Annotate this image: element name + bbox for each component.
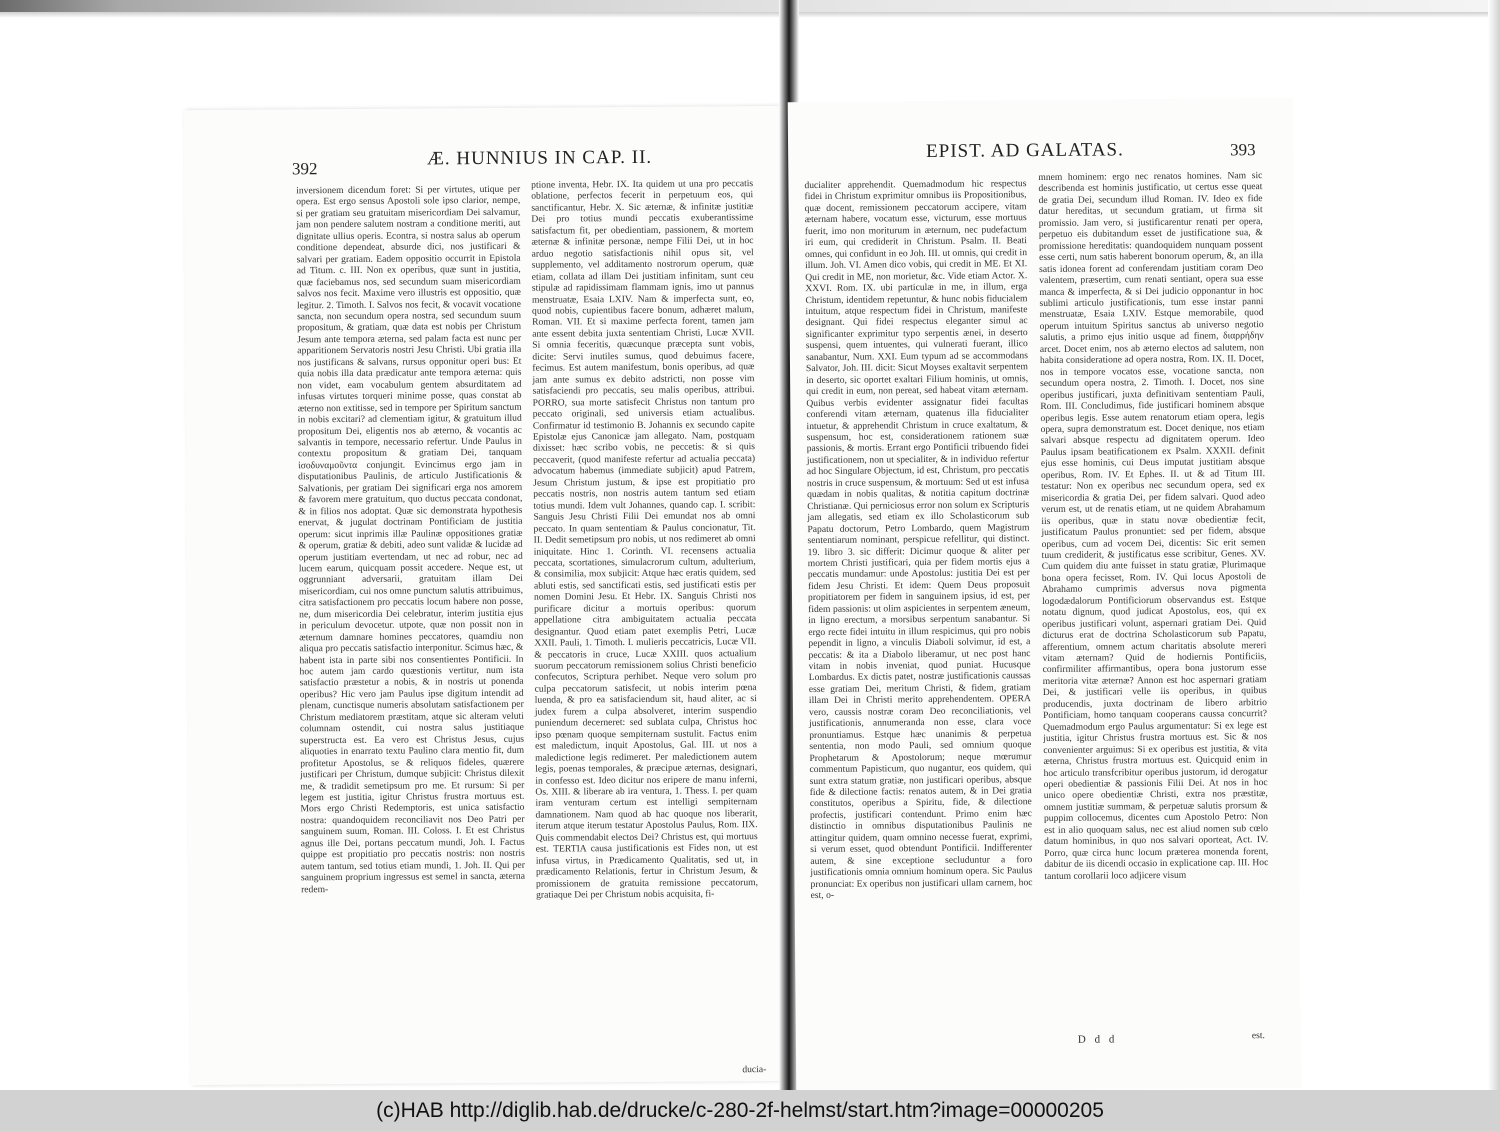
right-column-2-text: mnem hominem: ergo nec renatos homines. Nam sic describenda est hominis justificatio, ut certus esse queat de gratia Dei, secundum illud Roman. IV. Ideo ex fide datur hereditas, ut secundum gratiam, ut firma sit promissio. Jam vero, si justificarentur renati per opera, perpetuo eis dubitandum esset de justificatione sua, & promissione hereditatis: quandoquidem nunquam possent esse certi, num satis haberent bonorum operum, &, an illa satis idonea forent ad conferendam justitiam coram Deo valentem, præsertim, cum renati sentiant, opera sua esse manca & imperfecta, & si Dei judicio opponantur in hoc sublimi articulo justificationis, tum esse instar panni menstruatæ, Esaia LXIV. Estque memorabile, quod operum intuitum Spiritus sanctus ab universo negotio salutis, a primo ejus initio usque ad finem, διαρρήδην arcet. Docet enim, nos ab æterno electos ad salutem, non habita consideratione ad opera nostra, Rom. IX. II. Docet, nos in tempore vocatos esse, vocatione sancta, non secundum opera nostra, 2. Timoth. I. Docet, nos sine operibus justificari, juxta definitivam sententiam Pauli, Rom. III. Concludimus, fide justificari hominem absque operibus legis. Esse autem renatorum etiam opera, legis opera, supra demonstratum est. Docet denique, nos etiam salvari absque respectu ad dignitatem operum. Ideo Paulus ipsam beatificationem ex Psalm. XXXII. definit ejus esse hominis, cui Deus imputat justitiam absque operibus, Rom. IV. Et Ephes. II. ut & ad Titum III. testatur: Non ex operibus nec secundum opera, sed ex misericordia & gratia Dei, per fidem salvari. Quod adeo verum est, ut de renatis etiam, ut ne quidem Abrahamum iis operibus, quæ in statu novæ obedientiæ fecit, justificatum Paulus pronuntiet: sed per fidem, absque operibus, cum ad vocem Dei, dicentis: Sic erit semen tuum crediderit, & justificatus esse scribitur, Genes. XV. Cum quidem diu ante fuisset in statu gratiæ, Plurimaque bona opera fecisset, Rom. IV. Qui locus Apostoli de Abrahamo cumprimis adversus nova pigmenta logodædalorum Pontificiorum observandus est. Estque notatu dignum, quod judicat Apostolus, eos, qui ex operibus justificari volunt, aspernari gratiam Dei. Quid dicturus erat de doctrina Scholasticorum sub Papatu, afferentium, omnem actum charitatis absolute mereri vitam æternam? Quid de hodiernis Pontificiis, confirmiliter affirmantibus, opera bona justorum esse meritoria vitæ æternæ? Annon est hoc aspernari gratiam Dei, & justificari velle iis operibus, in quibus producendis, juxta doctrinam de libero arbitrio Pontificiam, homo tanquam cooperans caussa concurrit? Quemadmodum ergo Paulus argumentatur: Si ex lege est justitia, igitur Christus frustra mortuus est. Sic & nos convenienter arguimus: Si ex operibus est justitia, & vita æterna, Christus frustra mortuus est. Quicquid enim in hoc articulo transfcribitur operibus justorum, id derogatur operi obedientiæ & passionis Filii Dei. At nos in hoc unico opere obedientiæ Christi, extra nos præstitæ, omnem justitiæ summam, & perpetuæ salutis prorsum & puppim collocemus, dicentes cum Apostolo Petro: Non est in alio quoquam salus, nec est aliud nomen sub cœlo datum hominibus, in quo nos salvari oporteat, Act. IV. Porro, quæ circa hunc locum præterea monenda forent, dabitur de iis dicendi occasio in explicatione cap. III. Hoc tantum corollarii loco adjicere visum [1038, 170, 1269, 882]
left-catchword: ducia- [742, 1064, 767, 1076]
right-running-head: EPIST. AD GALATAS. [926, 139, 1124, 163]
left-running-head: Æ. HUNNIUS IN CAP. II. [426, 146, 653, 170]
right-page [788, 98, 1302, 1090]
watermark-text: (c)HAB http://diglib.hab.de/drucke/c-280-2f-helmst/start.htm?image=00000205 [376, 1099, 1104, 1122]
right-column-2 [1038, 170, 1268, 882]
left-column-2 [531, 178, 758, 901]
scan-top-shadow [0, 12, 1500, 18]
right-column-1 [804, 178, 1032, 901]
right-signature-mark: D d d [1077, 1033, 1118, 1046]
left-column-1 [296, 184, 525, 896]
left-page [184, 106, 787, 1085]
right-column-1-text: ducialiter apprehendit. Quemadmodum hic respectus fidei in Christum exprimitur omnibus iis Propositionibus, quæ docent, remissionem peccatorum accipere, vitam æternam habere, vocatum esse, victurum, esse mortuus fuerit, imo non moriturum in æternum, nec pudefactum iri eum, qui crediderit in Christum. Psalm. II. Beati omnes, qui confidunt in eo Joh. III. ut omnis, qui credit in illum. Joh. VI. Amen dico vobis, qui credit in ME. Et XI. Qui credit in ME, non morietur, &c. Vide etiam Actor. X. XXVI. Rom. IX. ubi particulæ in me, in illum, erga Christum, identidem repetuntur, & hunc nobis fiducialem intuitum, atque respectum fidei in Christum, manifeste designant. Qui fidei respectus eleganter simul ac significanter exprimitur typo serpentis ænei, in deserto suspensi, quem intuentes, qui vulnerati fuerant, illico sanabantur, Num. XXI. Eum typum ad se accommodans Salvator, Joh. III. dicit: Sicut Moyses exaltavit serpentem in deserto, sic oportet exaltari Filium hominis, ut omnis, qui credit in eum, non pereat, sed habeat vitam æternam. Quibus verbis evidenter assignatur fidei facultas conferendi vitam æternam, quatenus illa fiducialiter intuetur, & apprehendit Christum in cruce exaltatum, & suspensum, hoc est, considerationem rationem suæ passionis, & mortis. Errant ergo Pontificii tribuendo fidei justificationem, non ut specialiter, & in individuo refertur ad hoc Singulare Objectum, id est, Christum, pro peccatis nostris in cruce suspensum, & mortuum: Sed ut est infusa quædam in nobis qualitas, & notitia capitum doctrinæ Christianæ. Qui perniciosus error non solum ex Scripturis jam allegatis, sed etiam ex illo Scholasticorum sub Papatu doctorum, Petro Lombardo, quem Magistrum sententiarum nominant, perspicue refellitur, qui distinct. 19. libro 3. sic differit: Dicimur quoque & aliter per mortem Christi justificari, quia per fidem mortis ejus a peccatis mundamur: unde Apostolus: justitia Dei est per fidem Jesu Christi. Et idem: Quem Deus proposuit propitiatorem per fidem in sanguinem ipsius, id est, per fidem passionis: ut olim aspicientes in serpentem æneum, in ligno erectum, a morsibus serpentum sanabantur. Si ergo recte fidei intuitu in illum respicimus, qui pro nobis pependit in ligno, a vinculis Diaboli solvimur, id est, a peccatis: & ita a Diabolo liberamur, ut nec post hanc vitam in nobis inveniat, quod puniat. Hucusque Lombardus. Ex dictis patet, nostræ justificationis caussas esse gratiam Dei, meritum Christi, & fidem, gratiam illam Dei in Christi merito apprehendentem. OPERA vero, caussis nostræ coram Deo reconciliationis, vel justificationis, annumeranda non esse, clara voce pronuntiamus. Estque hæc unanimis & perpetua sententia, non modo Pauli, sed omnium quoque Prophetarum & Apostolorum; neque mœrumur commentum Papisticum, quo nugantur, eos quidem, qui sunt extra statum gratiæ, non justificari operibus, absque fide & dilectione factis: renatos autem, & in Dei gratia constitutos, operibus a Spiritu, fide, & dilectione profectis, justificari contendunt. Primo enim hæc distinctio in omnibus disputationibus Paulinis ne attingitur quidem, quam omnino necesse fuerat, exprimi, si verum esset, quod obtendunt Pontificii. Indifferenter autem, & sine exceptione secluduntur a foro justificationis omnia omnium hominum opera. Sic Paulus pronunciat: Ex operibus non justificari ullam carnem, hoc est, o- [804, 178, 1033, 902]
right-page-number: 393 [1230, 140, 1256, 160]
left-page-number: 392 [291, 159, 318, 179]
right-catchword: est. [1251, 1030, 1265, 1042]
scan-top-edge [0, 0, 1500, 12]
left-column-2-text: ptione inventa, Hebr. IX. Ita quidem ut una pro peccatis oblatione, perfectos fecerit in perpetuum eos, qui sanctificantur, Hebr. X. Sic æternæ, & infinitæ justitiæ Dei pro totius mundi peccatis exuberantissime satisfactum fit, per obedientiam, passionem, & mortem æternæ & infinitæ personæ, nempe Filii Dei, ut in hoc arduo negotio satisfactionis nihil opus sit, vel supplemento, vel additamento nostrorum operum, quæ etiam, collata ad illam Dei justitiam infinitam, sunt ceu stipulæ ad rapidissimam flammam ignis, imo ut pannus menstruatæ, Esaia LXIV. Nam & imperfecta sunt, eo, quod nobis, cupientibus facere bonum, adhæret malum, Roman. VII. Et si maxime perfecta forent, tamen jam ante essent debita juxta sententiam Christi, Lucæ XVII. Si omnia feceritis, quæcunque præcepta sunt vobis, dicite: Servi inutiles sumus, quod debuimus facere, fecimus. Est autem manifestum, bonis operibus, ad quæ jam ante sumus ex debito adstricti, non posse vim satisfaciendi pro peccatis, seu malis operibus, attribui. PORRO, sua morte satisfecit Christus non tantum pro peccato originali, sed universis etiam actualibus. Confirmatur id testimonio B. Johannis ex secundo capite Epistolæ ejus Canonicæ jam allegato. Nam, postquam dixisset: hæc scribo vobis, ne peccetis: & si quis peccaverit, (quod manifeste refertur ad actualia peccata) advocatum habemus (immediate subjicit) apud Patrem, Jesum Christum justum, & ipse est propitiatio pro peccatis nostris, non nostris autem tantum sed etiam totius mundi. Idem vult Johannes, quando cap. I. scribit: Sanguis Jesu Christi Filii Dei emundat nos ab omni peccato. In quam sententiam & Paulus concionatur, Tit. II. Dedit semetipsum pro nobis, ut nos redimeret ab omni iniquitate. Hinc 1. Corinth. VI. recensens actualia peccata, scortationes, simulacrorum cultum, adulterium, & consimilia, mox subjicit: Atque hæc eratis quidem, sed abluti estis, sed sanctificati estis, sed justificati estis per nomen Domini Jesu. Et Hebr. IX. Sanguis Christi nos purificare dicitur a mortuis operibus: quorum appellatione citra ambiguitatem actualia peccata designantur. Quod etiam patet exemplis Petri, Lucæ XXII. Pauli, 1. Timoth. I. mulieris peccatricis, Lucæ VII. & peccatoris in cruce, Lucæ XXIII. quos actualium suorum peccatorum remissionem solius Christi beneficio confecutos, Scriptura perhibet. Neque vero solum pro culpa peccatorum satisfecit, ut nobis interim pœna luenda, & pro ea satisfaciendum sit, haud aliter, ac si judex furem a culpa absolveret, interim suspendio puniendum decerneret: sed sublata culpa, Christus hoc ipso pœnam quoque sempiternam sustulit. Factus enim est maledictum, inquit Apostolus, Gal. III. ut nos a maledictione legis redimeret. Per maledictionem autem legis, poenas temporales, & præcipue æternas, designari, in confesso est. Ideo dicitur nos eripere de manu inferni, Os. XIII. & liberare ab ira ventura, 1. Thess. I. per quam iram venturam certum est intelligi sempiternam damnationem. Nam quod ab hac quoque nos liberarit, iterum atque iterum testatur Apostolus Paulus, Rom. IIX. Quis commendabit electos Dei? Christus est, qui mortuus est. TERTIA causa justificationis est Fides non, ut est infusa virtus, in Prædicamento Qualitatis, sed ut, in prædicamento Relationis, fertur in Christum Jesum, & promissionem de gratuita remissione peccatorum, gratiaque Dei per Christum nobis acquisita, fi- [531, 178, 759, 901]
left-column-1-text: inversionem dicendum foret: Si per virtutes, utique per opera. Est ergo sensus Apostoli sole ipso clarior, nempe, si per gratiam seu gratuitam misericordiam Dei salvamur, jam non pendere salutem nostram a conditione meriti, aut dignitate ullius operis. Econtra, si nostra salus ab operum conditione dependeat, absurde dici, nos justificari & salvari per gratiam. Eadem oppositio occurrit in Epistola ad Titum. c. III. Non ex operibus, quæ sunt in justitia, quæ faciebamus nos, sed secundum suam misericordiam salvos nos fecit. Maxime vero illustris est oppositio, quæ legitur. 2. Timoth. I. Salvos nos fecit, & vocavit vocatione sancta, non secundum opera nostra, sed secundum suum propositum, & gratiam, quæ data est nobis per Christum Jesum ante tempora æterna, sed palam facta est nunc per apparitionem Servatoris nostri Jesu Christi. Ubi gratia illa nos justificans & salvans, rursus opponitur operi bus: Et quia nobis illa data prædicatur ante tempora æterna: quis non videt, eam vocabulum gentem absurditatem ad infusas virtutes torqueri minime posse, quas constat ab æterno non extitisse, sed in tempore per Spiritum sanctum in nobis excitari? ad clementiam igitur, & gratuitum illud propositum Dei, eligentis nos ab æterno, & vocantis ac salvantis in tempore, necessario refertur. Unde Paulus in contextu propositum & gratiam Dei, tanquam ἰσοδυναμοῦντα conjungit. Evincimus ergo jam in disputationibus Paulinis, de articulo Justificationis & Salvationis, per gratiam Dei significari erga nos amorem & favorem mere gratuitum, quo ductus peccata condonat, & in filios nos adoptat. Quæ sic demonstrata hypothesis enervat, & jugulat doctrinam Pontificiam de justitia operum: sicut inprimis illæ Paulinæ oppositiones gratiæ & operum, gratiæ & debiti, adeo sunt validæ & lucidæ ad operum justitiam evertendam, ut nec ad robur, nec ad lucem earum, quicquam possit accedere. Neque est, ut oggrunniant adversarii, gratuitam illam Dei misericordiam, cui nos omne punctum salutis attribuimus, citra satisfactionem pro peccatis locum habere non posse, ne, dum misericordia Dei celebratur, interim justitia ejus in periculum devocetur. utpote, quæ non possit non in æternum damnare homines peccatores, quamdiu non aliqua pro peccatis satisfactio interponitur. Scimus hæc, & habent ista in parte sibi nos consentientes Pontificii. In hoc autem jam cardo quæstionis vertitur, num ista satisfactio præstetur a nobis, & in nostris ut ponenda operibus? Hic vero jam Paulus ipse digitum intendit ad plenam, cunctisque numeris absolutam satisfactionem per Christum mediatorem præstitam, atque sic alteram veluti columnam ostendit, cui nostra salus justitiaque superstructa est. Ea vero est Christus Jesus, cujus aliquoties in enarrato textu Paulino clara mentio fit, dum profitetur Apostolus, se & reliquos fideles, quærere justificari per Christum, dumque subjicit: Christus dilexit me, & tradidit semetipsum pro me. Et rursum: Si per legem est justitia, igitur Christus frustra mortuus est. Mors ergo Christi Redemptoris, est unica satisfactio nostra: quandoquidem reconciliavit nos Deo Patri per sanguinem suum, Roman. III. Coloss. I. Et est Christus agnus ille Dei, portans peccatum mundi, Joh. I. Factus quippe est propitiatio pro peccatis nostris: non nostris autem tantum, sed totius etiam mundi, 1. Joh. II. Qui per sanguinem proprium ingressus est semel in sancta, æterna redem- [296, 183, 526, 895]
scan-right-edge [1488, 0, 1500, 1090]
watermark-bar [0, 1090, 1500, 1131]
